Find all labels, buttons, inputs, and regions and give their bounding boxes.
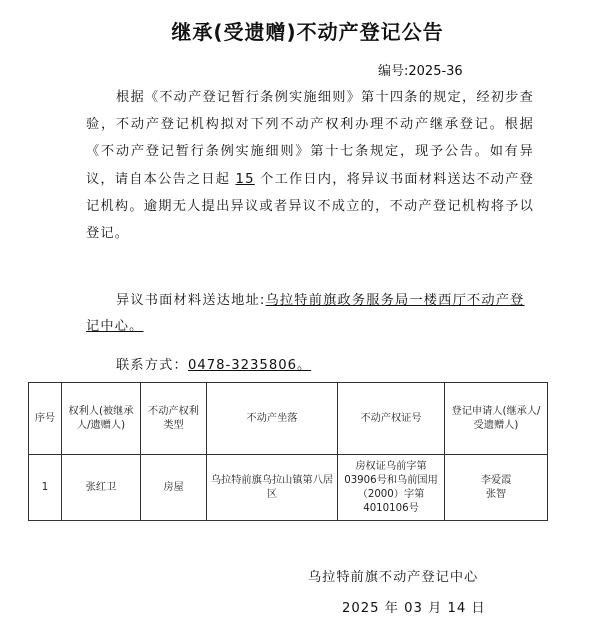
cell-right-type: 房屋	[141, 455, 207, 521]
body-text-part-2: 个工作日内，将异议书面材料送达不动产登记机构。逾期无人提出异议或者异议不成立的，不动产登记机构将予以登记。	[86, 171, 534, 242]
cell-location: 乌拉特前旗乌拉山镇第八居区	[207, 455, 338, 521]
cell-right-holder: 张红卫	[62, 455, 141, 521]
issue-date: 2025 年 03 月 14 日	[342, 601, 486, 616]
objection-period-days: 15	[235, 171, 255, 187]
header-right-holder: 权利人(被继承人/遗赠人)	[62, 383, 141, 455]
contact-label: 联系方式：	[116, 358, 188, 373]
body-text-part-1: 根据《不动产登记暂行条例实施细则》第十四条的规定，经初步查验，不动产登记机构拟对下列不动产权利办理不动产继承登记。根据《不动产登记暂行条例实施细则》第十七条规定，现予公告。如有异议，请自本公告之日起	[86, 90, 534, 187]
objection-address	[86, 288, 534, 340]
page-title: 继承(受遗赠)不动产登记公告	[171, 20, 444, 44]
announcement-body	[86, 84, 534, 247]
applicant-name-2: 张智	[485, 488, 507, 500]
issuing-office: 乌拉特前旗不动产登记中心	[308, 570, 479, 585]
property-register-table	[28, 382, 548, 521]
header-seq: 序号	[29, 383, 62, 455]
header-location: 不动产坐落	[207, 383, 338, 455]
cell-cert-no: 房权证乌前字第03906号和乌前国用（2000）字第4010106号	[338, 455, 445, 521]
table-row	[29, 455, 548, 521]
header-right-type: 不动产权利类型	[141, 383, 207, 455]
cell-seq: 1	[29, 455, 62, 521]
applicant-name-1: 李爱霞	[480, 474, 512, 486]
header-applicant: 登记申请人(继承人/受遗赠人)	[445, 383, 548, 455]
address-value: 乌拉特前旗政务服务局一楼西厅不动产登记中心。	[86, 293, 525, 334]
address-label: 异议书面材料送达地址:	[116, 293, 266, 308]
document-number: 编号:2025-36	[378, 64, 463, 79]
cell-applicant	[445, 455, 548, 521]
table-header-row	[29, 383, 548, 455]
contact-phone: 0478-3235806。	[187, 358, 312, 373]
header-cert-no: 不动产权证号	[338, 383, 445, 455]
contact-info	[116, 354, 311, 373]
